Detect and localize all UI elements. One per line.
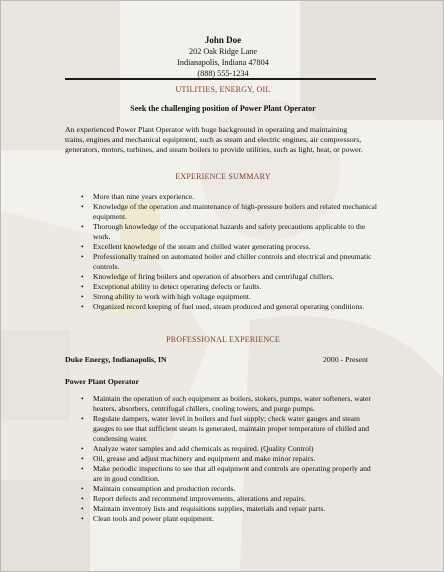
list-item: • Maintain inventory lists and requisitions supplies, materials and repair parts. xyxy=(81,504,326,513)
bullet-icon: • xyxy=(81,202,84,211)
bullet-icon: • xyxy=(81,514,84,523)
candidate-name: John Doe xyxy=(204,35,242,45)
bullet-icon: • xyxy=(81,414,84,423)
objective-line: Seek the challenging position of Power Plant Operator xyxy=(130,104,316,113)
bullet-icon: • xyxy=(81,504,84,513)
list-item: • Knowledge of firing boilers and operation of absorbers and centrifugal chillers. xyxy=(81,272,335,281)
bullet-icon: • xyxy=(81,494,84,503)
summary-paragraph: An experienced Power Plant Operator with huge background in operating and maintaining trains, engines and mechanical equipment, such as steam and electric engines, air compressors, generators, motors, turbines, and steam boilers to provide utilities, such as light, heat, or power. xyxy=(65,125,363,154)
list-item: • Maintain the operation of such equipment as boilers, stokers, pumps, water softeners, water heaters, absorbers, centrifugal chillers, cooling towers, and purge pumps. xyxy=(81,394,371,413)
professional-experience-heading: PROFESSIONAL EXPERIENCE xyxy=(166,335,280,344)
list-item: • Make periodic inspections to see that all equipment and controls are operating properly and are in good condition. xyxy=(81,464,371,483)
industry-heading: UTILITIES, ENERGY, OIL xyxy=(175,85,271,94)
header-divider xyxy=(65,78,376,80)
list-item: • Exceptional ability to detect operating defects or faults. xyxy=(81,282,262,291)
list-item: • Knowledge of the operation and maintenance of high-pressure boilers and related mechanical equipment. xyxy=(81,202,378,221)
list-item: • Regulate dampers, water level in boilers and fuel supply; check water gauges and steam gauges to see that sufficient steam is generated, maintain proper temperature of chilled and condensing water. xyxy=(81,414,370,443)
bullet-icon: • xyxy=(81,292,84,301)
experience-summary-heading: EXPERIENCE SUMMARY xyxy=(175,172,271,181)
employer-name: Duke Energy, Indianapolis, IN xyxy=(65,355,167,364)
bullet-icon: • xyxy=(81,252,84,261)
address-line: 202 Oak Ridge Lane xyxy=(189,47,257,56)
employment-dates: 2000 - Present xyxy=(323,355,369,364)
bullet-icon: • xyxy=(81,192,84,201)
list-item: • Strong ability to work with high voltage equipment. xyxy=(81,292,251,301)
bullet-icon: • xyxy=(81,464,84,473)
bullet-icon: • xyxy=(81,394,84,403)
list-item: • Excellent knowledge of the steam and chilled water generating process. xyxy=(81,242,311,251)
list-item: • Oil, grease and adjust machinery and equipment and make minor repairs. xyxy=(81,454,316,463)
bullet-icon: • xyxy=(81,444,84,453)
list-item: • Organized record keeping of fuel used, steam produced and general operating conditions. xyxy=(81,302,365,311)
bullet-icon: • xyxy=(81,282,84,291)
bullet-icon: • xyxy=(81,272,84,281)
bullet-icon: • xyxy=(81,454,84,463)
job-title: Power Plant Operator xyxy=(65,377,139,386)
bullet-icon: • xyxy=(81,302,84,311)
bullet-icon: • xyxy=(81,222,84,231)
list-item: • Analyze water samples and add chemicals as required. (Quality Control) xyxy=(81,444,314,453)
job-duties-list xyxy=(81,394,381,524)
experience-summary-list xyxy=(81,192,381,312)
bullet-icon: • xyxy=(81,484,84,493)
phone-line: (888) 555-1234 xyxy=(197,69,249,78)
city-line: Indianapolis, Indiana 47804 xyxy=(177,58,269,67)
list-item: • Clean tools and power plant equipment. xyxy=(81,514,215,523)
list-item: • Thorough knowledge of the occupational hazards and safety precautions applicable to the work. xyxy=(81,222,366,241)
list-item: • More than nine years experience. xyxy=(81,192,194,201)
contact-block xyxy=(1,35,444,79)
list-item: • Report defects and recommend improvements, alterations and repairs. xyxy=(81,494,306,503)
bullet-icon: • xyxy=(81,242,84,251)
list-item: • Professionally trained on automated boiler and chiller controls and electrical and pneumatic controls. xyxy=(81,252,372,271)
list-item: • Maintain consumption and production records. xyxy=(81,484,236,493)
